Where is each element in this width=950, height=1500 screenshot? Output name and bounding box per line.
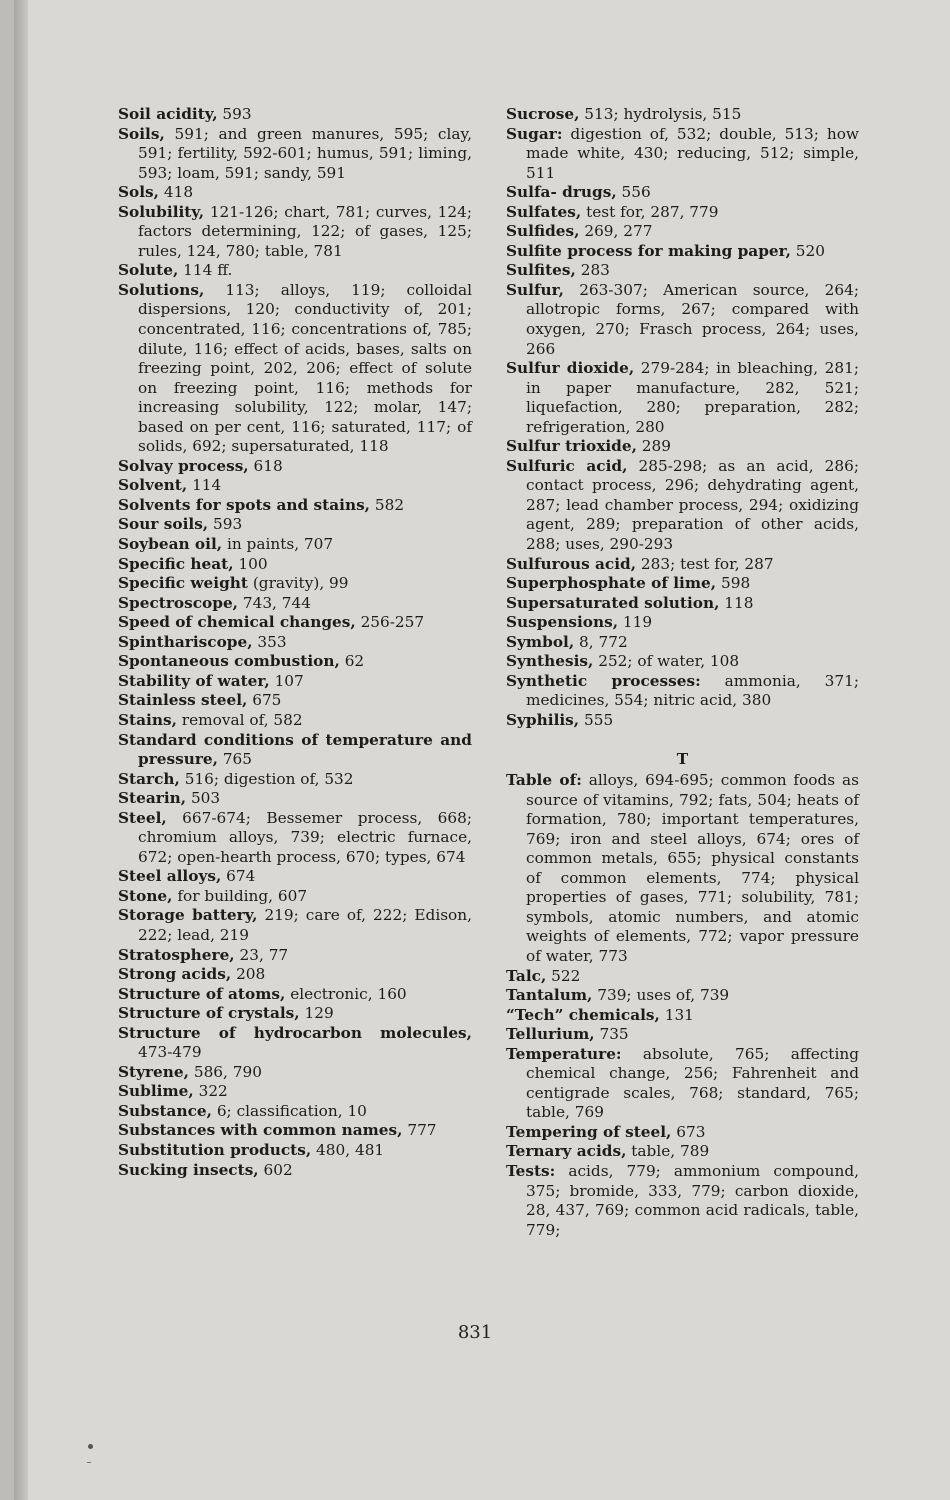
index-references: 743, 744: [238, 593, 311, 612]
index-references: 673: [671, 1122, 706, 1141]
index-entry: [506, 281, 859, 359]
index-references: 114: [187, 476, 222, 495]
index-references: digestion of, 532; double, 513; how made white, 430; reducing, 512; simple, 511: [526, 124, 859, 182]
index-term: Stone,: [118, 886, 173, 905]
index-term: Synthetic processes:: [506, 671, 701, 690]
index-term: Solvent,: [118, 476, 188, 495]
index-references: 256-257: [355, 613, 425, 632]
index-references: acids, 779; ammonium compound, 375; bromide, 333, 779; carbon dioxide, 28, 437, 769; common acid radicals, table, 779;: [526, 1161, 859, 1239]
index-entry: [118, 1024, 472, 1063]
index-entry: [118, 731, 472, 770]
index-term: Stains,: [118, 710, 177, 729]
index-references: 582: [370, 495, 405, 514]
index-entry: [506, 437, 859, 457]
index-term: Spontaneous combustion,: [118, 652, 340, 671]
index-term: Solutions,: [118, 280, 205, 299]
index-references: ammonia, 371; medicines, 554; nitric acid, 380: [526, 671, 859, 710]
index-references: 522: [546, 966, 581, 985]
page-number: 831: [457, 1322, 493, 1343]
index-references: 675: [247, 691, 282, 710]
index-entry: [118, 711, 472, 731]
section-letter: T: [676, 749, 689, 768]
index-references: 503: [186, 789, 221, 808]
index-references: 263-307; American source, 264; allotropic forms, 267; compared with oxygen, 270; Frasch process, 264; uses, 266: [526, 280, 859, 358]
index-entry: [118, 476, 472, 496]
index-term: Steel,: [118, 808, 167, 827]
index-references: absolute, 765; affecting chemical change, 256; Fahrenheit and centigrade scales, 768; standard, 765; table, 769: [526, 1044, 859, 1122]
index-references: 418: [159, 183, 194, 202]
index-term: Sulfites,: [506, 261, 576, 280]
index-references: 591; and green manures, 595; clay, 591; fertility, 592-601; humus, 591; liming, 593; loam, 591; sandy, 591: [138, 124, 472, 182]
index-term: Tellurium,: [506, 1025, 595, 1044]
index-entry: [118, 1161, 472, 1181]
index-references: 114 ff.: [178, 261, 233, 280]
index-term: Supersaturated solution,: [506, 593, 720, 612]
index-term: Substances with common names,: [118, 1121, 403, 1140]
index-entry: [118, 457, 472, 477]
index-references: 118: [719, 593, 754, 612]
index-term: Soil acidity,: [118, 105, 218, 123]
index-term: Stratosphere,: [118, 945, 235, 964]
index-entry: [506, 1123, 859, 1143]
index-references: 480, 481: [311, 1140, 385, 1159]
index-term: Talc,: [506, 966, 547, 985]
index-term: Storage battery,: [118, 906, 258, 925]
index-entry: [506, 1045, 859, 1123]
index-references: 219; care of, 222; Edison, 222; lead, 219: [138, 906, 472, 944]
index-entry: [118, 105, 472, 125]
index-entry: [506, 672, 859, 711]
index-term: Sulfurous acid,: [506, 554, 637, 573]
index-term: Steel alloys,: [118, 867, 222, 886]
index-term: Sols,: [118, 183, 159, 202]
index-references: 269, 277: [579, 222, 653, 241]
index-term: Tempering of steel,: [506, 1122, 672, 1141]
index-references: 100: [233, 554, 268, 573]
index-term: Stability of water,: [118, 671, 270, 690]
index-entry: [118, 261, 472, 281]
index-entry: [118, 1102, 472, 1122]
index-entry: [118, 1004, 472, 1024]
index-term: Sucrose,: [506, 105, 580, 123]
index-references: 283: [575, 261, 610, 280]
index-entry: [118, 867, 472, 887]
index-entry: [118, 281, 472, 457]
index-entry: [118, 965, 472, 985]
index-entry: [506, 105, 859, 125]
index-references: 513; hydrolysis, 515: [579, 105, 742, 123]
index-entry: [506, 633, 859, 653]
index-entries-s: [506, 105, 859, 731]
index-references: 516; digestion of, 532: [179, 769, 354, 788]
index-references: 289: [636, 437, 671, 456]
index-entry: [118, 770, 472, 790]
index-term: Sulfides,: [506, 222, 580, 241]
index-entry: [118, 594, 472, 614]
index-entry: [506, 1162, 859, 1240]
index-references: 353: [252, 632, 287, 651]
index-term: Synthesis,: [506, 652, 594, 671]
index-entry: [118, 1141, 472, 1161]
index-entry: [506, 652, 859, 672]
index-term: Starch,: [118, 769, 180, 788]
index-references: 674: [221, 867, 256, 886]
index-term: Structure of crystals,: [118, 1004, 300, 1023]
index-references: 6; classification, 10: [211, 1101, 367, 1120]
index-term: Substitution products,: [118, 1140, 312, 1159]
index-references: 121-126; chart, 781; curves, 124; factors determining, 122; of gases, 125; rules, 124, 780; table, 781: [138, 202, 472, 260]
index-entry: [506, 771, 859, 966]
index-entry: [118, 1082, 472, 1102]
index-term: Standard conditions of temperature and pressure,: [118, 730, 472, 769]
index-references: (gravity), 99: [247, 574, 349, 593]
index-term: Spectroscope,: [118, 593, 238, 612]
index-entry: [118, 985, 472, 1005]
index-term: Soils,: [118, 124, 165, 143]
index-entry: [118, 887, 472, 907]
index-entry: [506, 555, 859, 575]
index-term: Solubility,: [118, 202, 205, 221]
index-references: 667-674; Bessemer process, 668; chromium alloys, 739; electric furnace, 672; open-hearth process, 670; types, 674: [138, 808, 472, 866]
index-references: 129: [299, 1004, 334, 1023]
index-term: Sulfite process for making paper,: [506, 241, 791, 260]
index-references: 777: [402, 1121, 437, 1140]
index-entry: [506, 1025, 859, 1045]
index-references: removal of, 582: [176, 710, 303, 729]
index-references: 252; of water, 108: [593, 652, 740, 671]
index-term: Structure of atoms,: [118, 984, 286, 1003]
index-term: Stainless steel,: [118, 691, 248, 710]
index-references: 113; alloys, 119; colloidal dispersions, 120; conductivity of, 201; concentrated, 116; concentrations of, 785; dilute, 116; effect of acids, bases, salts on freezing point, 202, 206; effect of solute on freezing point, 116; methods for increasing solubility, 122; molar, 147; based on per cent, 116; saturated, 117; of solids, 692; supersaturated, 118: [138, 280, 472, 456]
index-references: 8, 772: [574, 632, 628, 651]
index-term: Strong acids,: [118, 965, 232, 984]
index-entry: [506, 986, 859, 1006]
index-references: 23, 77: [234, 945, 289, 964]
index-term: Sulfur dioxide,: [506, 359, 635, 378]
index-references: 586, 790: [188, 1062, 262, 1081]
index-entry: [506, 183, 859, 203]
index-references: test for, 287, 779: [581, 202, 719, 221]
index-term: Specific weight: [118, 574, 248, 593]
index-term: Sulfuric acid,: [506, 456, 628, 475]
index-entry: [118, 1121, 472, 1141]
index-entry: [118, 809, 472, 868]
index-references: 593: [208, 515, 243, 534]
index-term: Specific heat,: [118, 554, 234, 573]
index-entry: [118, 691, 472, 711]
index-references: 131: [659, 1005, 694, 1024]
index-term: Tests:: [506, 1161, 556, 1180]
index-entry: [118, 613, 472, 633]
index-term: Sucking insects,: [118, 1160, 259, 1179]
index-entry: [506, 125, 859, 184]
index-term: Solvents for spots and stains,: [118, 495, 371, 514]
index-term: Styrene,: [118, 1062, 189, 1081]
index-references: 598: [716, 574, 751, 593]
index-term: Sulfur trioxide,: [506, 437, 637, 456]
index-term: Solvay process,: [118, 456, 249, 475]
index-entry: [506, 359, 859, 437]
index-term: Table of:: [506, 771, 582, 790]
index-entry: [506, 1142, 859, 1162]
index-column-left: [118, 105, 472, 1180]
index-references: 556: [616, 183, 651, 202]
index-references: alloys, 694-695; common foods as source of vitamins, 792; fats, 504; heats of formation, 780; important temperatures, 769; iron and steel alloys, 674; ores of common metals, 655; physical constants of common elements, 774; physical properties of gases, 771; solubility, 781; symbols, atomic numbers, and atomic weights of elements, 772; vapor pressure of water, 773: [526, 771, 860, 965]
index-references: table, 789: [626, 1142, 710, 1161]
index-term: Structure of hydrocarbon molecules,: [118, 1023, 472, 1042]
index-references: 602: [258, 1160, 293, 1179]
index-term: Solute,: [118, 261, 179, 280]
index-references: 283; test for, 287: [636, 554, 774, 573]
index-entry: [118, 515, 472, 535]
index-references: 279-284; in bleaching, 281; in paper manufacture, 282, 521; liquefaction, 280; preparation, 282; refrigeration, 280: [526, 359, 859, 436]
index-term: Symbol,: [506, 632, 575, 651]
index-references: 285-298; as an acid, 286; contact process, 296; dehydrating agent, 287; lead chamber process, 294; oxidizing agent, 289; preparation of other acids, 288; uses, 290-293: [526, 456, 859, 554]
index-entry: [118, 535, 472, 555]
index-entry: [118, 574, 472, 594]
index-entry: [506, 261, 859, 281]
index-entry: [506, 613, 859, 633]
index-term: Suspensions,: [506, 613, 619, 632]
index-term: Sulfur,: [506, 280, 564, 299]
index-entry: [118, 946, 472, 966]
index-references: 107: [269, 671, 304, 690]
index-column-right: [506, 105, 859, 1240]
index-term: Soybean oil,: [118, 535, 223, 554]
index-term: Sour soils,: [118, 515, 209, 534]
index-entry: [506, 574, 859, 594]
index-entry: [118, 633, 472, 653]
index-entry: [506, 203, 859, 223]
index-entry: [506, 457, 859, 555]
index-term: Superphosphate of lime,: [506, 574, 717, 593]
index-entry: [506, 1006, 859, 1026]
index-references: 473-479: [138, 1043, 202, 1062]
index-references: 322: [193, 1082, 228, 1101]
index-references: 735: [594, 1025, 629, 1044]
index-term: Sulfa- drugs,: [506, 183, 617, 202]
index-entry: [118, 672, 472, 692]
index-references: in paints, 707: [222, 535, 334, 554]
index-references: electronic, 160: [285, 984, 407, 1003]
index-entry: [118, 203, 472, 262]
page-edge-shadow: [14, 0, 28, 1500]
index-term: Speed of chemical changes,: [118, 613, 356, 632]
index-references: 62: [339, 652, 365, 671]
index-term: Substance,: [118, 1101, 212, 1120]
index-references: 618: [248, 456, 283, 475]
index-references: for building, 607: [172, 886, 308, 905]
index-references: 208: [231, 965, 266, 984]
index-term: Tantalum,: [506, 986, 593, 1005]
index-term: Stearin,: [118, 789, 187, 808]
index-entry: [118, 555, 472, 575]
index-entry: [118, 496, 472, 516]
index-entry: [506, 711, 859, 731]
index-entry: [506, 242, 859, 262]
index-term: Spinthariscope,: [118, 632, 253, 651]
index-entries-t: [506, 771, 859, 1240]
ink-mark: [87, 1462, 91, 1463]
index-entry: [118, 183, 472, 203]
index-term: Sulfates,: [506, 202, 582, 221]
index-references: 520: [790, 241, 825, 260]
index-term: Ternary acids,: [506, 1142, 627, 1161]
index-entry: [118, 906, 472, 945]
index-entry: [118, 652, 472, 672]
index-term: Sublime,: [118, 1082, 194, 1101]
index-references: 555: [579, 710, 614, 729]
index-entry: [118, 125, 472, 184]
index-references: 119: [618, 613, 653, 632]
index-entry: [506, 594, 859, 614]
index-entry: [506, 222, 859, 242]
index-references: 739; uses of, 739: [592, 986, 730, 1005]
index-term: Temperature:: [506, 1044, 622, 1063]
index-term: Sugar:: [506, 124, 563, 143]
ink-speck: [88, 1444, 93, 1449]
index-entry: [506, 967, 859, 987]
index-term: “Tech” chemicals,: [506, 1005, 660, 1024]
index-references: 765: [217, 750, 253, 769]
index-entry: [118, 789, 472, 809]
index-term: Syphilis,: [506, 710, 580, 729]
index-references: 593: [217, 105, 252, 123]
index-entry: [118, 1063, 472, 1083]
